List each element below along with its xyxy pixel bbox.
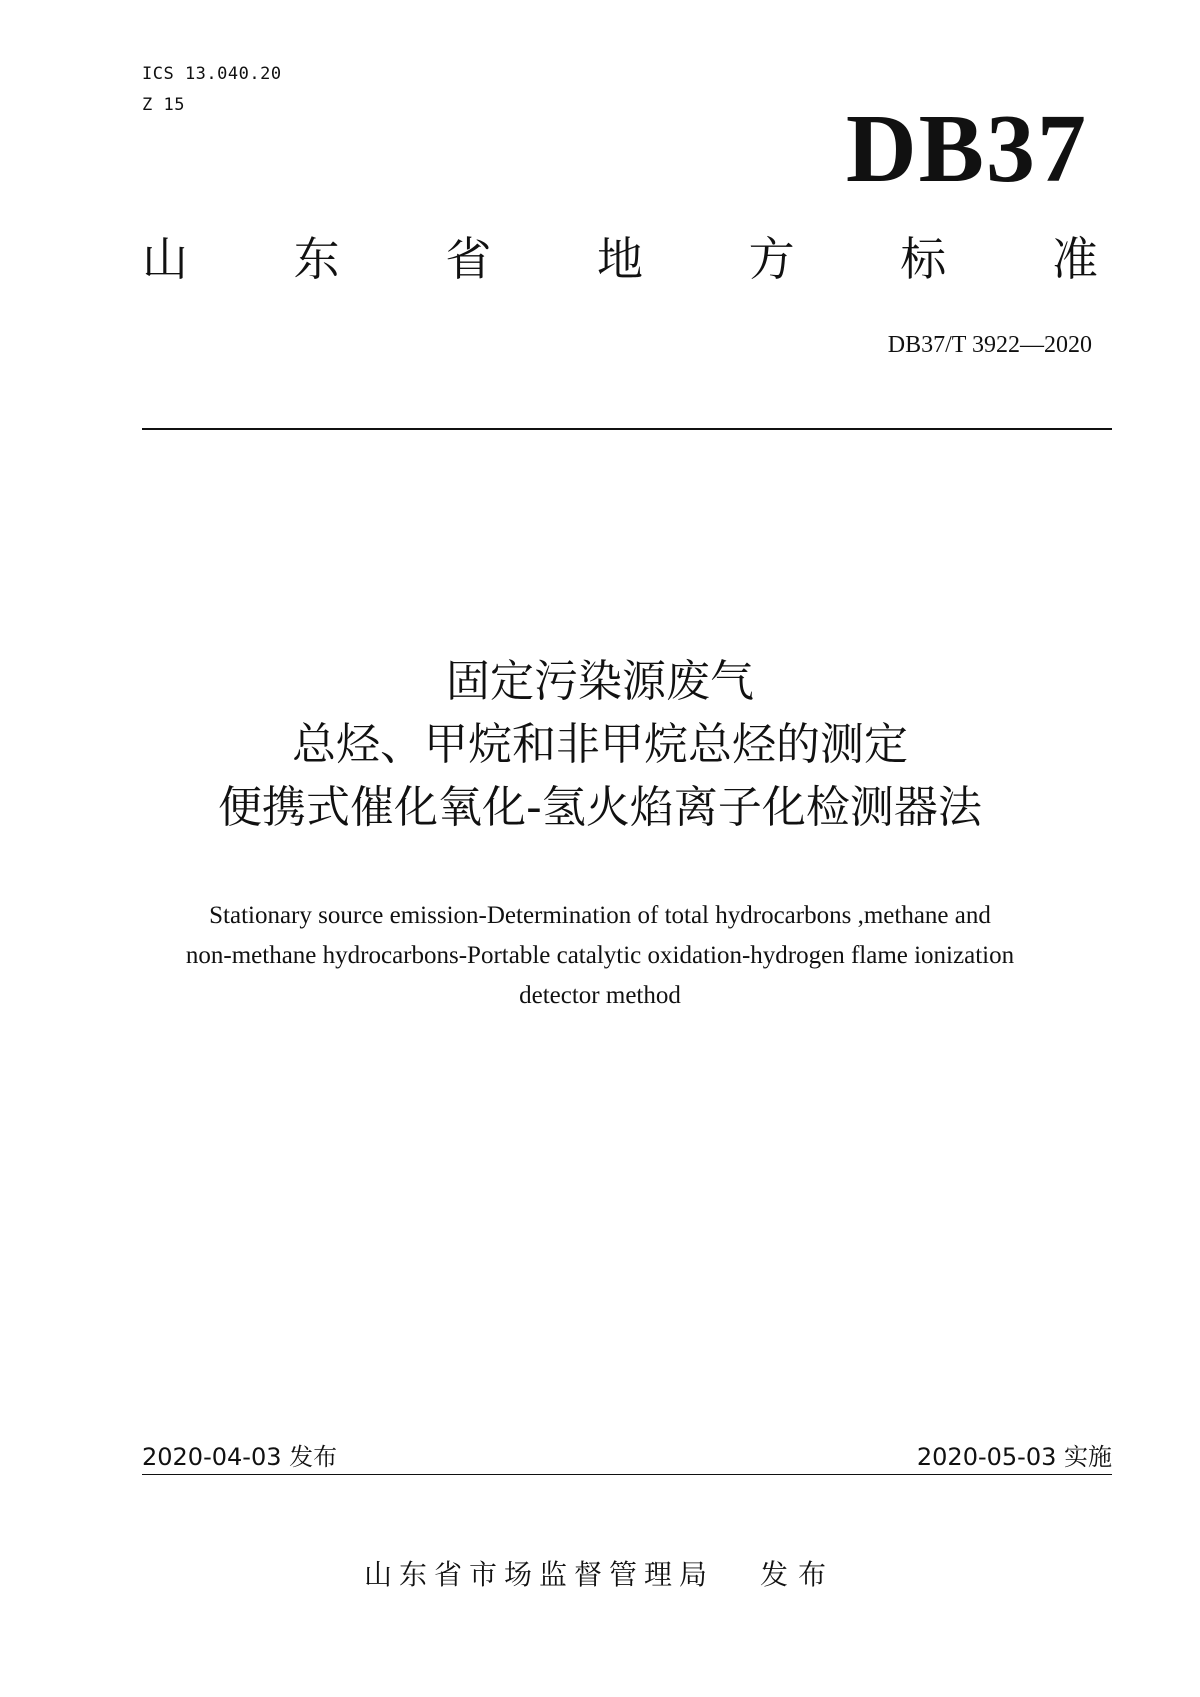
chinese-title-line: 固定污染源废气 [446, 656, 754, 707]
release-date: 2020-04-03 发布 [142, 1443, 338, 1471]
top-divider [142, 428, 1112, 430]
ics-code: ICS 13.040.20 [142, 64, 282, 84]
bottom-divider [142, 1474, 1112, 1475]
standard-type-char: 东 [293, 232, 340, 286]
publisher-line [0, 1553, 1200, 1593]
chinese-title [0, 650, 1200, 839]
chinese-title-line: 便携式催化氧化-氢火焰离子化检测器法 [218, 782, 982, 833]
standard-type-char: 山 [142, 232, 188, 286]
english-title-line: detector method [519, 982, 681, 1009]
publisher-name: 山东省市场监督管理局 [363, 1558, 714, 1591]
english-title-line: Stationary source emission-Determination of total hydrocarbons ,methane and [209, 902, 991, 929]
chinese-title-line: 总烃、甲烷和非甲烷总烃的测定 [292, 719, 908, 770]
standard-number: DB37/T 3922—2020 [887, 332, 1092, 358]
standard-type-char: 方 [748, 232, 795, 286]
standard-type-char: 地 [596, 232, 643, 286]
standard-type-char: 标 [900, 232, 947, 286]
standard-type-heading [142, 232, 1098, 286]
ccs-code: Z 15 [142, 95, 185, 115]
db37-logo: DB37 [845, 95, 1088, 203]
english-title-line: non-methane hydrocarbons-Portable catalytic oxidation-hydrogen flame ionization [185, 942, 1015, 969]
publish-label: 发布 [760, 1558, 837, 1591]
standard-type-char: 准 [1051, 232, 1098, 286]
implementation-date: 2020-05-03 实施 [916, 1443, 1112, 1471]
english-title [120, 896, 1080, 1016]
standard-type-char: 省 [445, 232, 492, 286]
